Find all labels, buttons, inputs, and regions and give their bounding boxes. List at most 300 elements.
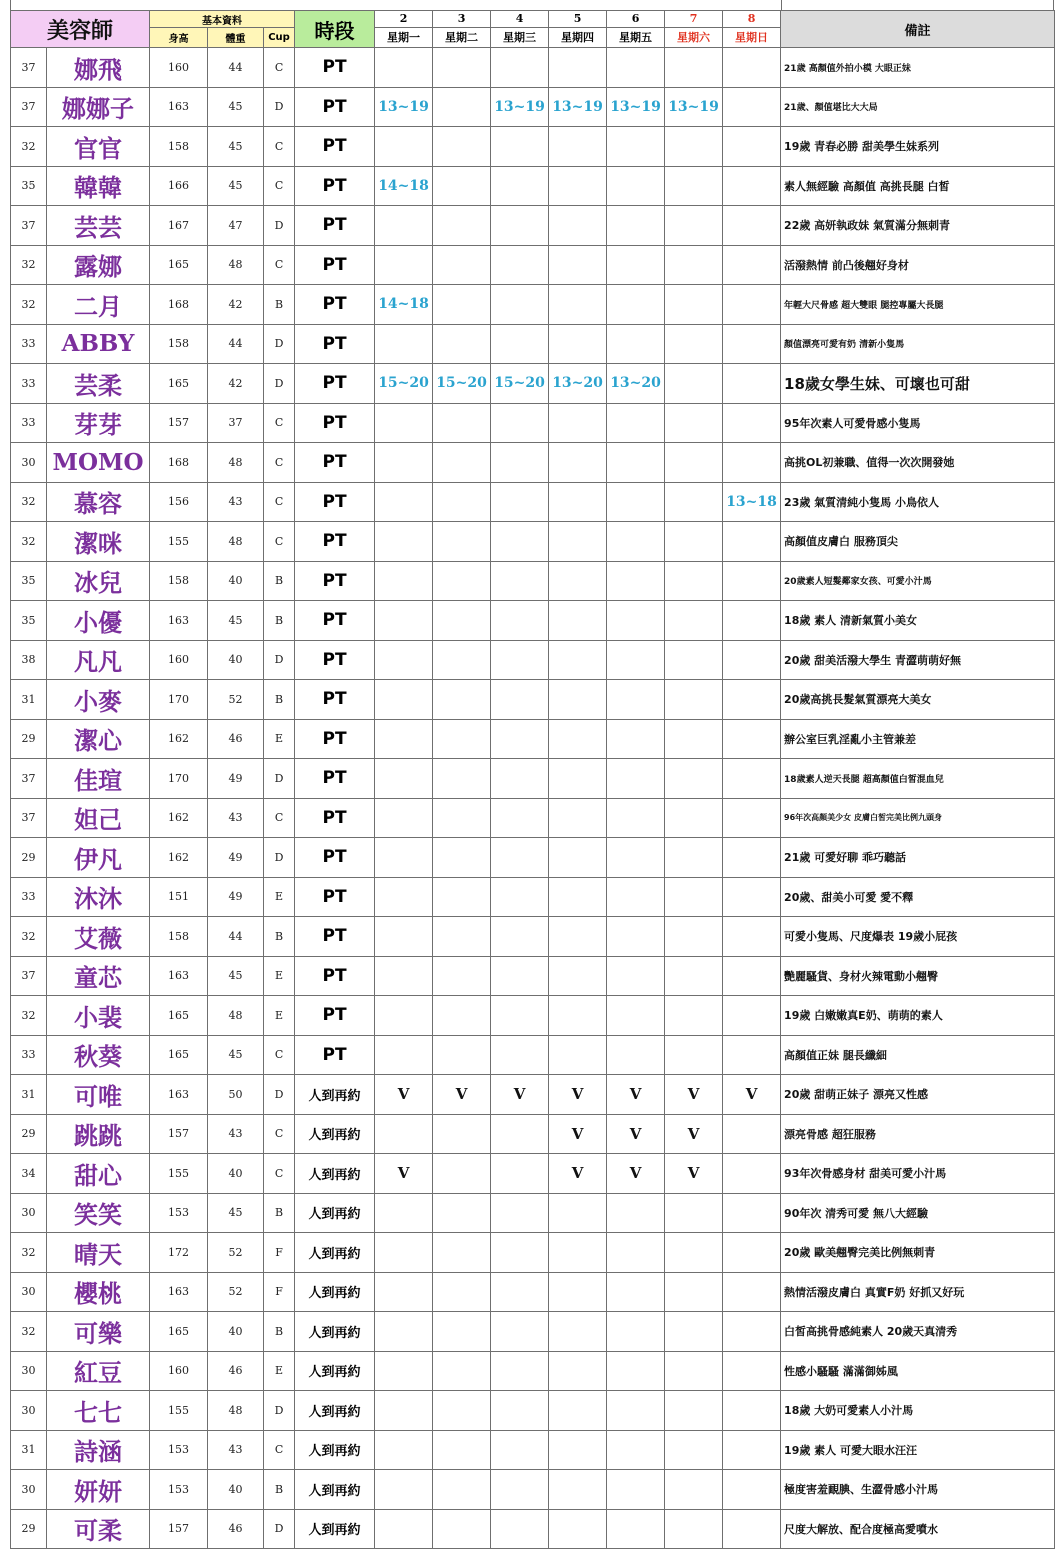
height-cell: 157 (150, 403, 208, 443)
age-cell: 29 (11, 1509, 47, 1549)
name-cell: 韓韓 (47, 166, 150, 206)
day-number: 5 (549, 11, 607, 28)
day-cell (665, 759, 723, 799)
day-cell (375, 1509, 433, 1549)
day-cell (723, 640, 781, 680)
day-cell (665, 206, 723, 246)
height-cell: 162 (150, 719, 208, 759)
day-cell (723, 1391, 781, 1431)
day-cell (433, 1312, 491, 1352)
weight-cell: 40 (208, 1312, 264, 1352)
name-cell: 慕容 (47, 482, 150, 522)
cup-cell: C (264, 48, 295, 88)
day-cell (665, 443, 723, 483)
day-number: 4 (491, 11, 549, 28)
note-cell: 22歲 高妍執政妹 氣質滿分無刺青 (781, 206, 1055, 246)
day-cell (375, 798, 433, 838)
name-cell: 小裴 (47, 996, 150, 1036)
table-row (11, 48, 1055, 88)
day-cell (665, 522, 723, 562)
age-cell: 29 (11, 719, 47, 759)
table-row (11, 877, 1055, 917)
age-cell: 29 (11, 838, 47, 878)
age-cell: 32 (11, 1233, 47, 1273)
weight-cell: 52 (208, 680, 264, 720)
note-cell: 尺度大解放、配合度極高愛噴水 (781, 1509, 1055, 1549)
day-cell (607, 1351, 665, 1391)
day-cell (433, 640, 491, 680)
day-cell (375, 482, 433, 522)
day-cell (665, 877, 723, 917)
day-cell (549, 443, 607, 483)
day-cell (665, 1509, 723, 1549)
day-cell (433, 1154, 491, 1194)
name-cell: 伊凡 (47, 838, 150, 878)
slot-cell: 人到再約 (295, 1193, 375, 1233)
note-cell: 性感小騷騷 滿滿御姊風 (781, 1351, 1055, 1391)
note-cell: 活潑熱情 前凸後翹好身材 (781, 245, 1055, 285)
slot-cell: PT (295, 759, 375, 799)
day-cell (491, 1233, 549, 1273)
notes-header: 備註 (781, 11, 1055, 48)
weight-cell: 48 (208, 443, 264, 483)
day-cell (549, 680, 607, 720)
day-cell (723, 956, 781, 996)
cup-cell: D (264, 1075, 295, 1115)
weight-cell: 43 (208, 1430, 264, 1470)
slot-cell: PT (295, 245, 375, 285)
slot-cell: 人到再約 (295, 1351, 375, 1391)
day-cell (433, 917, 491, 957)
day-cell (375, 1035, 433, 1075)
day-cell (549, 1272, 607, 1312)
day-cell (607, 1509, 665, 1549)
day-cell: 14~18 (375, 166, 433, 206)
day-cell: 15~20 (433, 364, 491, 404)
day-name: 星期三 (491, 28, 549, 48)
cup-cell: C (264, 522, 295, 562)
day-cell (433, 719, 491, 759)
slot-cell: 人到再約 (295, 1075, 375, 1115)
day-cell (375, 1312, 433, 1352)
day-cell (607, 561, 665, 601)
weight-cell: 49 (208, 838, 264, 878)
day-cell (549, 917, 607, 957)
day-cell (607, 127, 665, 167)
cup-cell: D (264, 1391, 295, 1431)
day-cell (607, 403, 665, 443)
day-cell (549, 1470, 607, 1510)
day-cell (665, 364, 723, 404)
height-cell: 163 (150, 956, 208, 996)
day-cell: 13~19 (607, 87, 665, 127)
height-cell: 157 (150, 1509, 208, 1549)
day-cell (723, 1430, 781, 1470)
table-row (11, 1430, 1055, 1470)
slot-cell: 人到再約 (295, 1470, 375, 1510)
day-cell (607, 166, 665, 206)
note-cell: 高挑OL初兼職、值得一次次開發她 (781, 443, 1055, 483)
day-cell (375, 1114, 433, 1154)
day-cell (375, 759, 433, 799)
table-row (11, 798, 1055, 838)
cup-cell: B (264, 1193, 295, 1233)
day-cell (723, 166, 781, 206)
height-cell: 151 (150, 877, 208, 917)
cup-cell: C (264, 403, 295, 443)
name-cell: 妍妍 (47, 1470, 150, 1510)
slot-cell: 人到再約 (295, 1114, 375, 1154)
age-cell: 31 (11, 1075, 47, 1115)
day-cell (607, 285, 665, 325)
day-cell (375, 324, 433, 364)
name-cell: 沐沐 (47, 877, 150, 917)
day-cell (433, 1035, 491, 1075)
day-cell (433, 443, 491, 483)
day-number: 8 (723, 11, 781, 28)
day-cell (433, 1391, 491, 1431)
day-cell (607, 956, 665, 996)
day-cell (549, 1509, 607, 1549)
table-row (11, 601, 1055, 641)
table-row (11, 522, 1055, 562)
day-cell (665, 48, 723, 88)
name-cell: 秋葵 (47, 1035, 150, 1075)
weight-cell: 47 (208, 206, 264, 246)
slot-cell: PT (295, 601, 375, 641)
note-cell: 20歲 歐美翹臀完美比例無刺青 (781, 1233, 1055, 1273)
day-cell: 13~19 (549, 87, 607, 127)
weight-cell: 45 (208, 956, 264, 996)
day-cell (433, 996, 491, 1036)
table-row (11, 1075, 1055, 1115)
day-cell (665, 838, 723, 878)
height-cell: 167 (150, 206, 208, 246)
day-cell (491, 601, 549, 641)
cup-cell: D (264, 364, 295, 404)
age-cell: 31 (11, 1430, 47, 1470)
name-cell: 芽芽 (47, 403, 150, 443)
name-cell: 艾薇 (47, 917, 150, 957)
day-name: 星期一 (375, 28, 433, 48)
cup-cell: B (264, 1312, 295, 1352)
cup-cell: E (264, 956, 295, 996)
weight-cell: 44 (208, 48, 264, 88)
day-cell (665, 324, 723, 364)
height-cell: 165 (150, 1035, 208, 1075)
age-cell: 37 (11, 48, 47, 88)
day-cell (723, 127, 781, 167)
day-cell (433, 127, 491, 167)
day-cell (665, 996, 723, 1036)
day-cell (607, 838, 665, 878)
name-cell: 潔心 (47, 719, 150, 759)
day-cell (607, 522, 665, 562)
height-cell: 163 (150, 1075, 208, 1115)
day-cell (723, 403, 781, 443)
table-row (11, 403, 1055, 443)
day-cell (723, 1035, 781, 1075)
day-cell (549, 285, 607, 325)
day-cell (375, 1193, 433, 1233)
day-cell (491, 245, 549, 285)
height-cell: 162 (150, 838, 208, 878)
age-cell: 35 (11, 601, 47, 641)
day-cell (723, 917, 781, 957)
height-cell: 163 (150, 601, 208, 641)
day-cell (549, 403, 607, 443)
day-cell (549, 956, 607, 996)
day-cell (723, 601, 781, 641)
day-cell (433, 324, 491, 364)
height-cell: 160 (150, 1351, 208, 1391)
day-cell (491, 1509, 549, 1549)
day-cell (491, 403, 549, 443)
day-cell (723, 1312, 781, 1352)
day-cell: 13~19 (491, 87, 549, 127)
day-cell (375, 1470, 433, 1510)
weight-cell: 40 (208, 1470, 264, 1510)
cup-cell: C (264, 798, 295, 838)
day-cell (549, 1391, 607, 1431)
day-cell (433, 877, 491, 917)
day-cell (549, 1035, 607, 1075)
day-cell (607, 917, 665, 957)
slot-cell: PT (295, 443, 375, 483)
weight-cell: 44 (208, 917, 264, 957)
name-cell: 紅豆 (47, 1351, 150, 1391)
day-cell (607, 1391, 665, 1431)
table-row (11, 1272, 1055, 1312)
day-cell (549, 1351, 607, 1391)
table-row (11, 482, 1055, 522)
cup-cell: D (264, 838, 295, 878)
slot-cell: PT (295, 561, 375, 601)
day-cell (549, 601, 607, 641)
day-cell (723, 206, 781, 246)
height-cell: 158 (150, 324, 208, 364)
day-cell (375, 48, 433, 88)
day-cell (491, 48, 549, 88)
cup-cell: C (264, 166, 295, 206)
table-row (11, 1193, 1055, 1233)
day-cell (549, 522, 607, 562)
age-cell: 30 (11, 1351, 47, 1391)
name-cell: 跳跳 (47, 1114, 150, 1154)
day-cell (433, 206, 491, 246)
weight-cell: 52 (208, 1233, 264, 1273)
weight-cell: 40 (208, 561, 264, 601)
day-cell (549, 759, 607, 799)
slot-cell: PT (295, 838, 375, 878)
day-cell (375, 443, 433, 483)
age-cell: 35 (11, 561, 47, 601)
weight-cell: 49 (208, 759, 264, 799)
day-cell (549, 1312, 607, 1352)
day-cell (491, 443, 549, 483)
age-cell: 30 (11, 1272, 47, 1312)
table-row (11, 364, 1055, 404)
slot-cell: PT (295, 166, 375, 206)
day-cell (607, 601, 665, 641)
cup-cell: C (264, 1035, 295, 1075)
note-cell: 20歲素人短髮鄰家女孩、可愛小汁馬 (781, 561, 1055, 601)
weight-cell: 44 (208, 324, 264, 364)
cup-cell: C (264, 1154, 295, 1194)
day-cell (433, 87, 491, 127)
height-header: 身高 (150, 28, 208, 48)
day-cell (665, 1193, 723, 1233)
day-cell (375, 522, 433, 562)
table-row (11, 1470, 1055, 1510)
cup-cell: B (264, 680, 295, 720)
cup-cell: D (264, 640, 295, 680)
slot-cell: PT (295, 917, 375, 957)
name-cell: MOMO (47, 443, 150, 483)
day-cell (549, 798, 607, 838)
day-cell: V (549, 1114, 607, 1154)
note-cell: 23歲 氣質清純小隻馬 小鳥依人 (781, 482, 1055, 522)
day-cell (665, 285, 723, 325)
day-cell (375, 561, 433, 601)
table-row (11, 917, 1055, 957)
note-cell: 可愛小隻馬、尺度爆表 19歲小屁孩 (781, 917, 1055, 957)
weight-cell: 46 (208, 1351, 264, 1391)
cup-cell: D (264, 206, 295, 246)
note-cell: 20歲 甜美活潑大學生 青澀萌萌好無 (781, 640, 1055, 680)
day-cell: V (723, 1075, 781, 1115)
day-cell: V (375, 1154, 433, 1194)
day-cell (433, 798, 491, 838)
day-number: 7 (665, 11, 723, 28)
day-cell (375, 838, 433, 878)
weight-cell: 45 (208, 127, 264, 167)
day-cell (665, 1233, 723, 1273)
day-cell (433, 522, 491, 562)
day-cell (375, 1351, 433, 1391)
day-cell (607, 443, 665, 483)
note-cell: 18歲 素人 清新氣質小美女 (781, 601, 1055, 641)
day-cell (375, 877, 433, 917)
day-cell (549, 996, 607, 1036)
height-cell: 165 (150, 364, 208, 404)
note-cell: 18歲女學生妹、可壞也可甜 (781, 364, 1055, 404)
table-row (11, 443, 1055, 483)
weight-cell: 42 (208, 364, 264, 404)
weight-cell: 40 (208, 1154, 264, 1194)
height-cell: 163 (150, 1272, 208, 1312)
name-cell: ABBY (47, 324, 150, 364)
day-cell (665, 1312, 723, 1352)
table-row (11, 640, 1055, 680)
name-cell: 小麥 (47, 680, 150, 720)
schedule-body (11, 48, 1055, 1549)
day-cell (723, 1233, 781, 1273)
age-cell: 37 (11, 87, 47, 127)
day-cell (549, 640, 607, 680)
table-row (11, 680, 1055, 720)
age-cell: 33 (11, 877, 47, 917)
note-cell: 19歲 青春必勝 甜美學生妹系列 (781, 127, 1055, 167)
day-cell (723, 838, 781, 878)
note-cell: 21歲 高顏值外拍小模 大眼正妹 (781, 48, 1055, 88)
day-cell (491, 1351, 549, 1391)
height-cell: 160 (150, 48, 208, 88)
weight-cell: 37 (208, 403, 264, 443)
weight-cell: 45 (208, 1193, 264, 1233)
day-cell (723, 1154, 781, 1194)
day-cell (665, 956, 723, 996)
day-cell (375, 996, 433, 1036)
day-cell: 13~20 (607, 364, 665, 404)
cup-cell: C (264, 127, 295, 167)
slot-header: 時段 (295, 11, 375, 48)
height-cell: 166 (150, 166, 208, 206)
day-cell (433, 1430, 491, 1470)
slot-cell: PT (295, 877, 375, 917)
day-cell (665, 403, 723, 443)
age-cell: 33 (11, 364, 47, 404)
day-cell (433, 956, 491, 996)
day-cell (375, 206, 433, 246)
day-cell: V (549, 1154, 607, 1194)
day-cell (665, 1430, 723, 1470)
day-cell (723, 1470, 781, 1510)
day-cell (607, 1312, 665, 1352)
day-cell (375, 403, 433, 443)
weight-cell: 49 (208, 877, 264, 917)
note-cell: 20歲高挑長髮氣質漂亮大美女 (781, 680, 1055, 720)
day-name: 星期四 (549, 28, 607, 48)
name-cell: 官官 (47, 127, 150, 167)
day-cell: 13~20 (549, 364, 607, 404)
age-cell: 35 (11, 166, 47, 206)
day-cell (723, 1114, 781, 1154)
name-cell: 可唯 (47, 1075, 150, 1115)
note-cell: 艷麗騷貨、身材火辣電動小翹臀 (781, 956, 1055, 996)
day-cell (549, 206, 607, 246)
name-cell: 芸芸 (47, 206, 150, 246)
day-cell (665, 640, 723, 680)
table-row (11, 1114, 1055, 1154)
slot-cell: 人到再約 (295, 1312, 375, 1352)
age-cell: 37 (11, 759, 47, 799)
day-cell (723, 324, 781, 364)
day-cell (491, 877, 549, 917)
day-cell (607, 324, 665, 364)
table-row (11, 1035, 1055, 1075)
slot-cell: PT (295, 324, 375, 364)
day-cell (607, 245, 665, 285)
note-cell: 90年次 清秀可愛 無八大經驗 (781, 1193, 1055, 1233)
name-cell: 七七 (47, 1391, 150, 1431)
name-cell: 小優 (47, 601, 150, 641)
cup-cell: B (264, 561, 295, 601)
day-cell (491, 482, 549, 522)
day-cell (433, 759, 491, 799)
name-cell: 童芯 (47, 956, 150, 996)
day-cell (723, 1272, 781, 1312)
cup-cell: D (264, 324, 295, 364)
weight-cell: 40 (208, 640, 264, 680)
day-cell (607, 877, 665, 917)
day-cell (723, 1509, 781, 1549)
note-cell: 20歲 甜萌正妹子 漂亮又性感 (781, 1075, 1055, 1115)
day-cell (491, 996, 549, 1036)
height-cell: 157 (150, 1114, 208, 1154)
day-cell (723, 561, 781, 601)
day-cell (665, 1272, 723, 1312)
